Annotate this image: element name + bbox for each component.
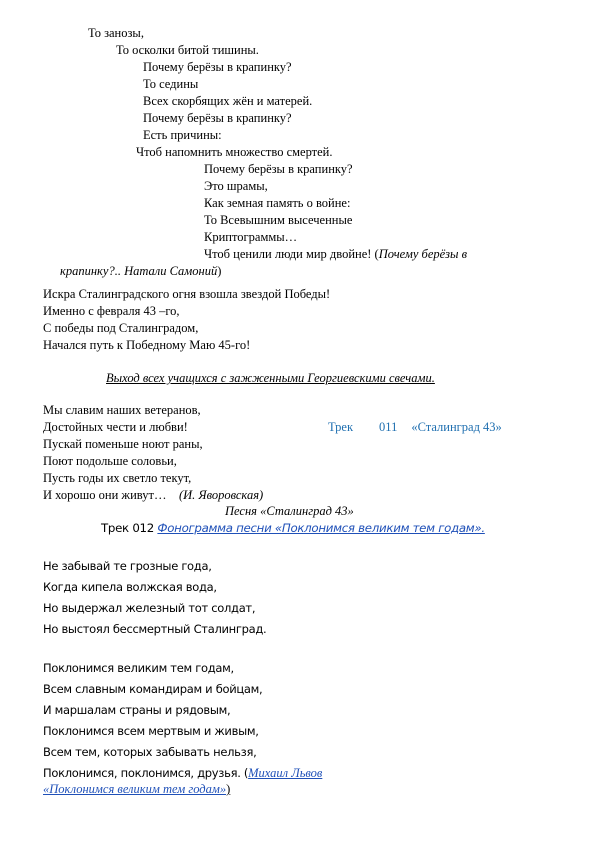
stage-direction: Выход всех учащихся с зажженными Георгиевскими свечами. [106,371,435,385]
poem1-line: Криптограммы… [204,230,298,244]
stanza2-line: С победы под Сталинградом, [43,321,199,335]
poem1-line: То осколки битой тишины. [116,43,259,57]
song-line: Когда кипела волжская вода, [43,580,217,594]
poem1-attribution: Почему берёзы в [378,247,468,261]
poem1-line: Чтоб ценили люди мир двойне! ( [204,247,379,261]
poem1-line: Это шрамы, [204,179,268,193]
song-line: И маршалам страны и рядовым, [43,703,231,717]
song-caption: Песня «Сталинград 43» [225,504,354,518]
poem1-attribution-close: ) [217,264,222,278]
song-line: Но выстоял бессмертный Сталинград. [43,622,267,636]
track-011 [328,420,502,435]
song-line: Поклонимся, поклонимся, друзья. ( [43,766,249,780]
poem2-line: Достойных чести и любви! [43,420,188,434]
song-line: Всем славным командирам и бойцам, [43,682,263,696]
poem1-attribution-line [60,264,221,279]
title-link[interactable]: «Поклонимся великим тем годам» [43,782,227,796]
poem2-last-line [43,488,263,503]
poem2-line: Поют подольше соловьи, [43,454,177,468]
poem1-line: Почему берёзы в крапинку? [143,111,292,125]
poem1-last-line [204,247,467,262]
song-line: Поклонимся всем мертвым и живым, [43,724,259,738]
song-line: Всем тем, которых забывать нельзя, [43,745,257,759]
poem1-attribution: крапинку?.. Натали Самоний [60,264,218,278]
poem2-line: Мы славим наших ветеранов, [43,403,201,417]
poem2-line: И хорошо они живут… [43,488,167,502]
poem2-line: Пускай поменьше ноют раны, [43,437,203,451]
poem1-line: То занозы, [88,26,144,40]
poem2-line: Пусть годы их светло текут, [43,471,192,485]
song-last-line [43,766,322,781]
poem1-line: Почему берёзы в крапинку? [204,162,353,176]
track-012-label: Трек 012 [101,521,158,535]
song-line: Не забывай те грозные года, [43,559,212,573]
track-012 [101,521,485,536]
track-title: «Сталинград 43» [411,420,502,434]
poem1-line: Всех скорбящих жён и матерей. [143,94,313,108]
poem1-line: Есть причины: [143,128,222,142]
poem1-line: Чтоб напомнить множество смертей. [136,145,333,159]
poem1-line: То Всевышним высеченные [204,213,353,227]
track-label: Трек [328,420,354,434]
song-line: Но выдержал железный тот солдат, [43,601,256,615]
stanza2-line: Начался путь к Победному Маю 45-го! [43,338,251,352]
stanza2-line: Искра Сталинградского огня взошла звездой Победы! [43,287,331,301]
stanza2-line: Именно с февраля 43 –го, [43,304,180,318]
poem1-line: То седины [143,77,199,91]
song-close: ) [226,782,231,796]
author-link[interactable]: Михаил Львов [248,766,323,780]
poem2-author: (И. Яворовская) [178,488,264,502]
song-line: Поклонимся великим тем годам, [43,661,234,675]
poem1-line: Как земная память о войне: [204,196,351,210]
track-number: 011 [379,420,398,434]
track-012-title: Фонограмма песни «Поклонимся великим тем годам». [157,521,485,535]
song-title-link-line [43,782,230,797]
poem1-line: Почему берёзы в крапинку? [143,60,292,74]
